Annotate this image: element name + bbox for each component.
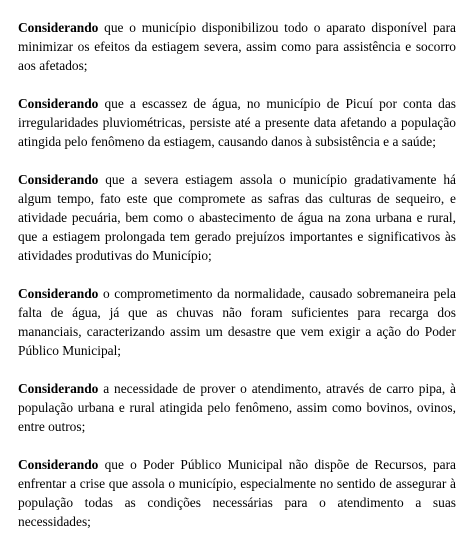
paragraph-text: que a severa estiagem assola o município gradativamente há algum tempo, fato este que compromete as safras das culturas de sequeiro, e atividade pecuária, bem como o abastecimento de água na zona urbana e rural, que a estiagem prolongada tem gerado prejuízos importantes e significativos às atividades produtivas do Município;	[18, 172, 456, 263]
paragraph-text: o comprometimento da normalidade, causado sobremaneira pela falta de água, já que as chuvas não foram suficientes para recarga dos mananciais, caracterizando assim um desastre que vem exigir a ação do Poder Público Municipal;	[18, 286, 456, 358]
paragraph-6	[18, 455, 456, 531]
paragraph-lead: Considerando	[18, 20, 99, 35]
paragraph-lead: Considerando	[18, 381, 99, 396]
paragraph-1	[18, 18, 456, 75]
paragraph-4	[18, 284, 456, 360]
paragraph-lead: Considerando	[18, 286, 99, 301]
paragraph-text: que o município disponibilizou todo o aparato disponível para minimizar os efeitos da estiagem severa, assim como para assistência e socorro aos afetados;	[18, 20, 456, 73]
paragraph-text: que a escassez de água, no município de Picuí por conta das irregularidades pluviométricas, persiste até a presente data afetando a população atingida pelo fenômeno da estiagem, causando danos à subsistência e a saúde;	[18, 96, 456, 149]
paragraph-text: que o Poder Público Municipal não dispõe de Recursos, para enfrentar a crise que assola o município, especialmente no sentido de assegurar à população todas as condições necessárias para o atendimento a suas necessidades;	[18, 457, 456, 529]
paragraph-lead: Considerando	[18, 457, 99, 472]
paragraph-lead: Considerando	[18, 172, 99, 187]
paragraph-5	[18, 379, 456, 436]
paragraph-3	[18, 170, 456, 265]
paragraph-text: a necessidade de prover o atendimento, através de carro pipa, à população urbana e rural atingida pelo fenômeno, assim como bovinos, ovinos, entre outros;	[18, 381, 456, 434]
paragraph-2	[18, 94, 456, 151]
document-body	[18, 18, 456, 550]
paragraph-lead: Considerando	[18, 96, 99, 111]
